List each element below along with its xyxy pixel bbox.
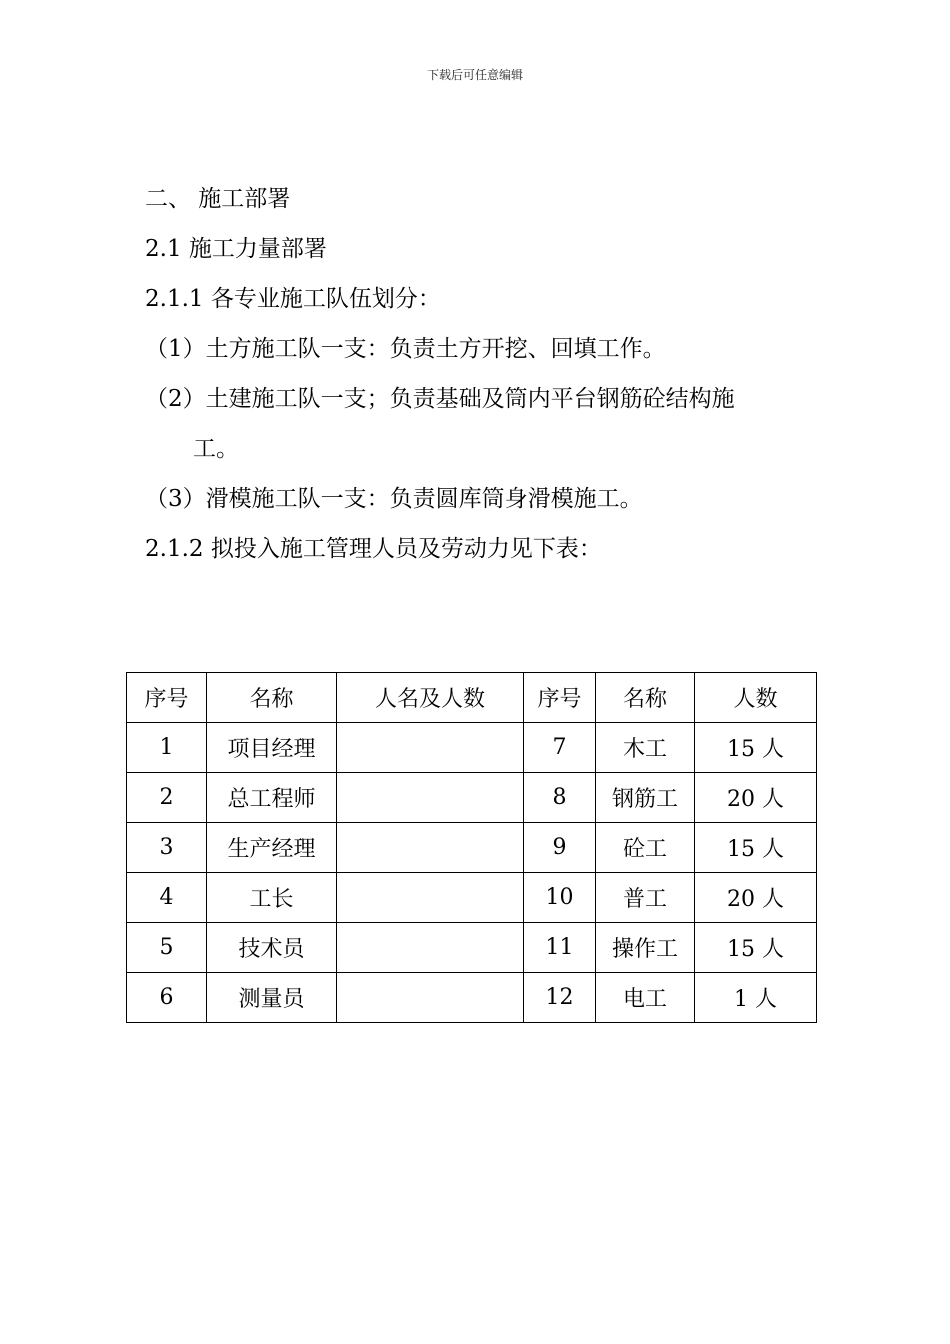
table-cell: 普工 <box>596 873 695 923</box>
header-cell: 人名及人数 <box>337 673 524 723</box>
team-item-3: （3）滑模施工队一支：负责圆库筒身滑模施工。 <box>145 486 643 512</box>
header-cell: 名称 <box>207 673 337 723</box>
table-cell: 2 <box>127 773 207 823</box>
team-item-2: （2）土建施工队一支；负责基础及筒内平台钢筋砼结构施 <box>145 386 735 412</box>
table-cell: 7 <box>524 723 596 773</box>
table-cell: 1 人 <box>695 973 817 1023</box>
table-row <box>127 823 817 873</box>
table-cell: 生产经理 <box>207 823 337 873</box>
item-2-1-1: 2.1.1 各专业施工队伍划分： <box>145 286 441 312</box>
table-row <box>127 973 817 1023</box>
table-cell: 6 <box>127 973 207 1023</box>
header-cell: 人数 <box>695 673 817 723</box>
table-cell: 1 <box>127 723 207 773</box>
team-item-1: （1）土方施工队一支：负责土方开挖、回填工作。 <box>145 336 666 362</box>
table-cell: 总工程师 <box>207 773 337 823</box>
table-cell: 电工 <box>596 973 695 1023</box>
header-cell: 序号 <box>524 673 596 723</box>
team-item-2-continued: 工。 <box>193 436 239 462</box>
table-cell: 8 <box>524 773 596 823</box>
table-cell: 砼工 <box>596 823 695 873</box>
table-cell: 操作工 <box>596 923 695 973</box>
table-cell: 项目经理 <box>207 723 337 773</box>
sub-heading: 2.1 施工力量部署 <box>145 236 327 262</box>
table-cell <box>337 823 524 873</box>
table-row <box>127 723 817 773</box>
table-cell: 20 人 <box>695 773 817 823</box>
table-row <box>127 873 817 923</box>
table-cell: 20 人 <box>695 873 817 923</box>
table-cell: 工长 <box>207 873 337 923</box>
page-header-note: 下载后可任意编辑 <box>426 68 523 82</box>
item-2-1-2: 2.1.2 拟投入施工管理人员及劳动力见下表： <box>145 536 602 562</box>
table-cell: 15 人 <box>695 823 817 873</box>
header-cell: 名称 <box>596 673 695 723</box>
table-row <box>127 773 817 823</box>
staff-table <box>126 672 817 1023</box>
table-cell <box>337 923 524 973</box>
section-heading: 二、 施工部署 <box>145 186 291 212</box>
table-cell: 技术员 <box>207 923 337 973</box>
table-cell: 9 <box>524 823 596 873</box>
table-cell <box>337 973 524 1023</box>
table-cell: 15 人 <box>695 923 817 973</box>
header-cell: 序号 <box>127 673 207 723</box>
table-cell: 钢筋工 <box>596 773 695 823</box>
table-cell: 木工 <box>596 723 695 773</box>
table-cell <box>337 723 524 773</box>
table-header-row <box>127 673 817 723</box>
table-cell: 15 人 <box>695 723 817 773</box>
table-cell: 5 <box>127 923 207 973</box>
table-cell <box>337 873 524 923</box>
table-row <box>127 923 817 973</box>
table-cell: 12 <box>524 973 596 1023</box>
table-cell <box>337 773 524 823</box>
table-cell: 11 <box>524 923 596 973</box>
table-cell: 测量员 <box>207 973 337 1023</box>
table-cell: 4 <box>127 873 207 923</box>
table-cell: 3 <box>127 823 207 873</box>
table-cell: 10 <box>524 873 596 923</box>
